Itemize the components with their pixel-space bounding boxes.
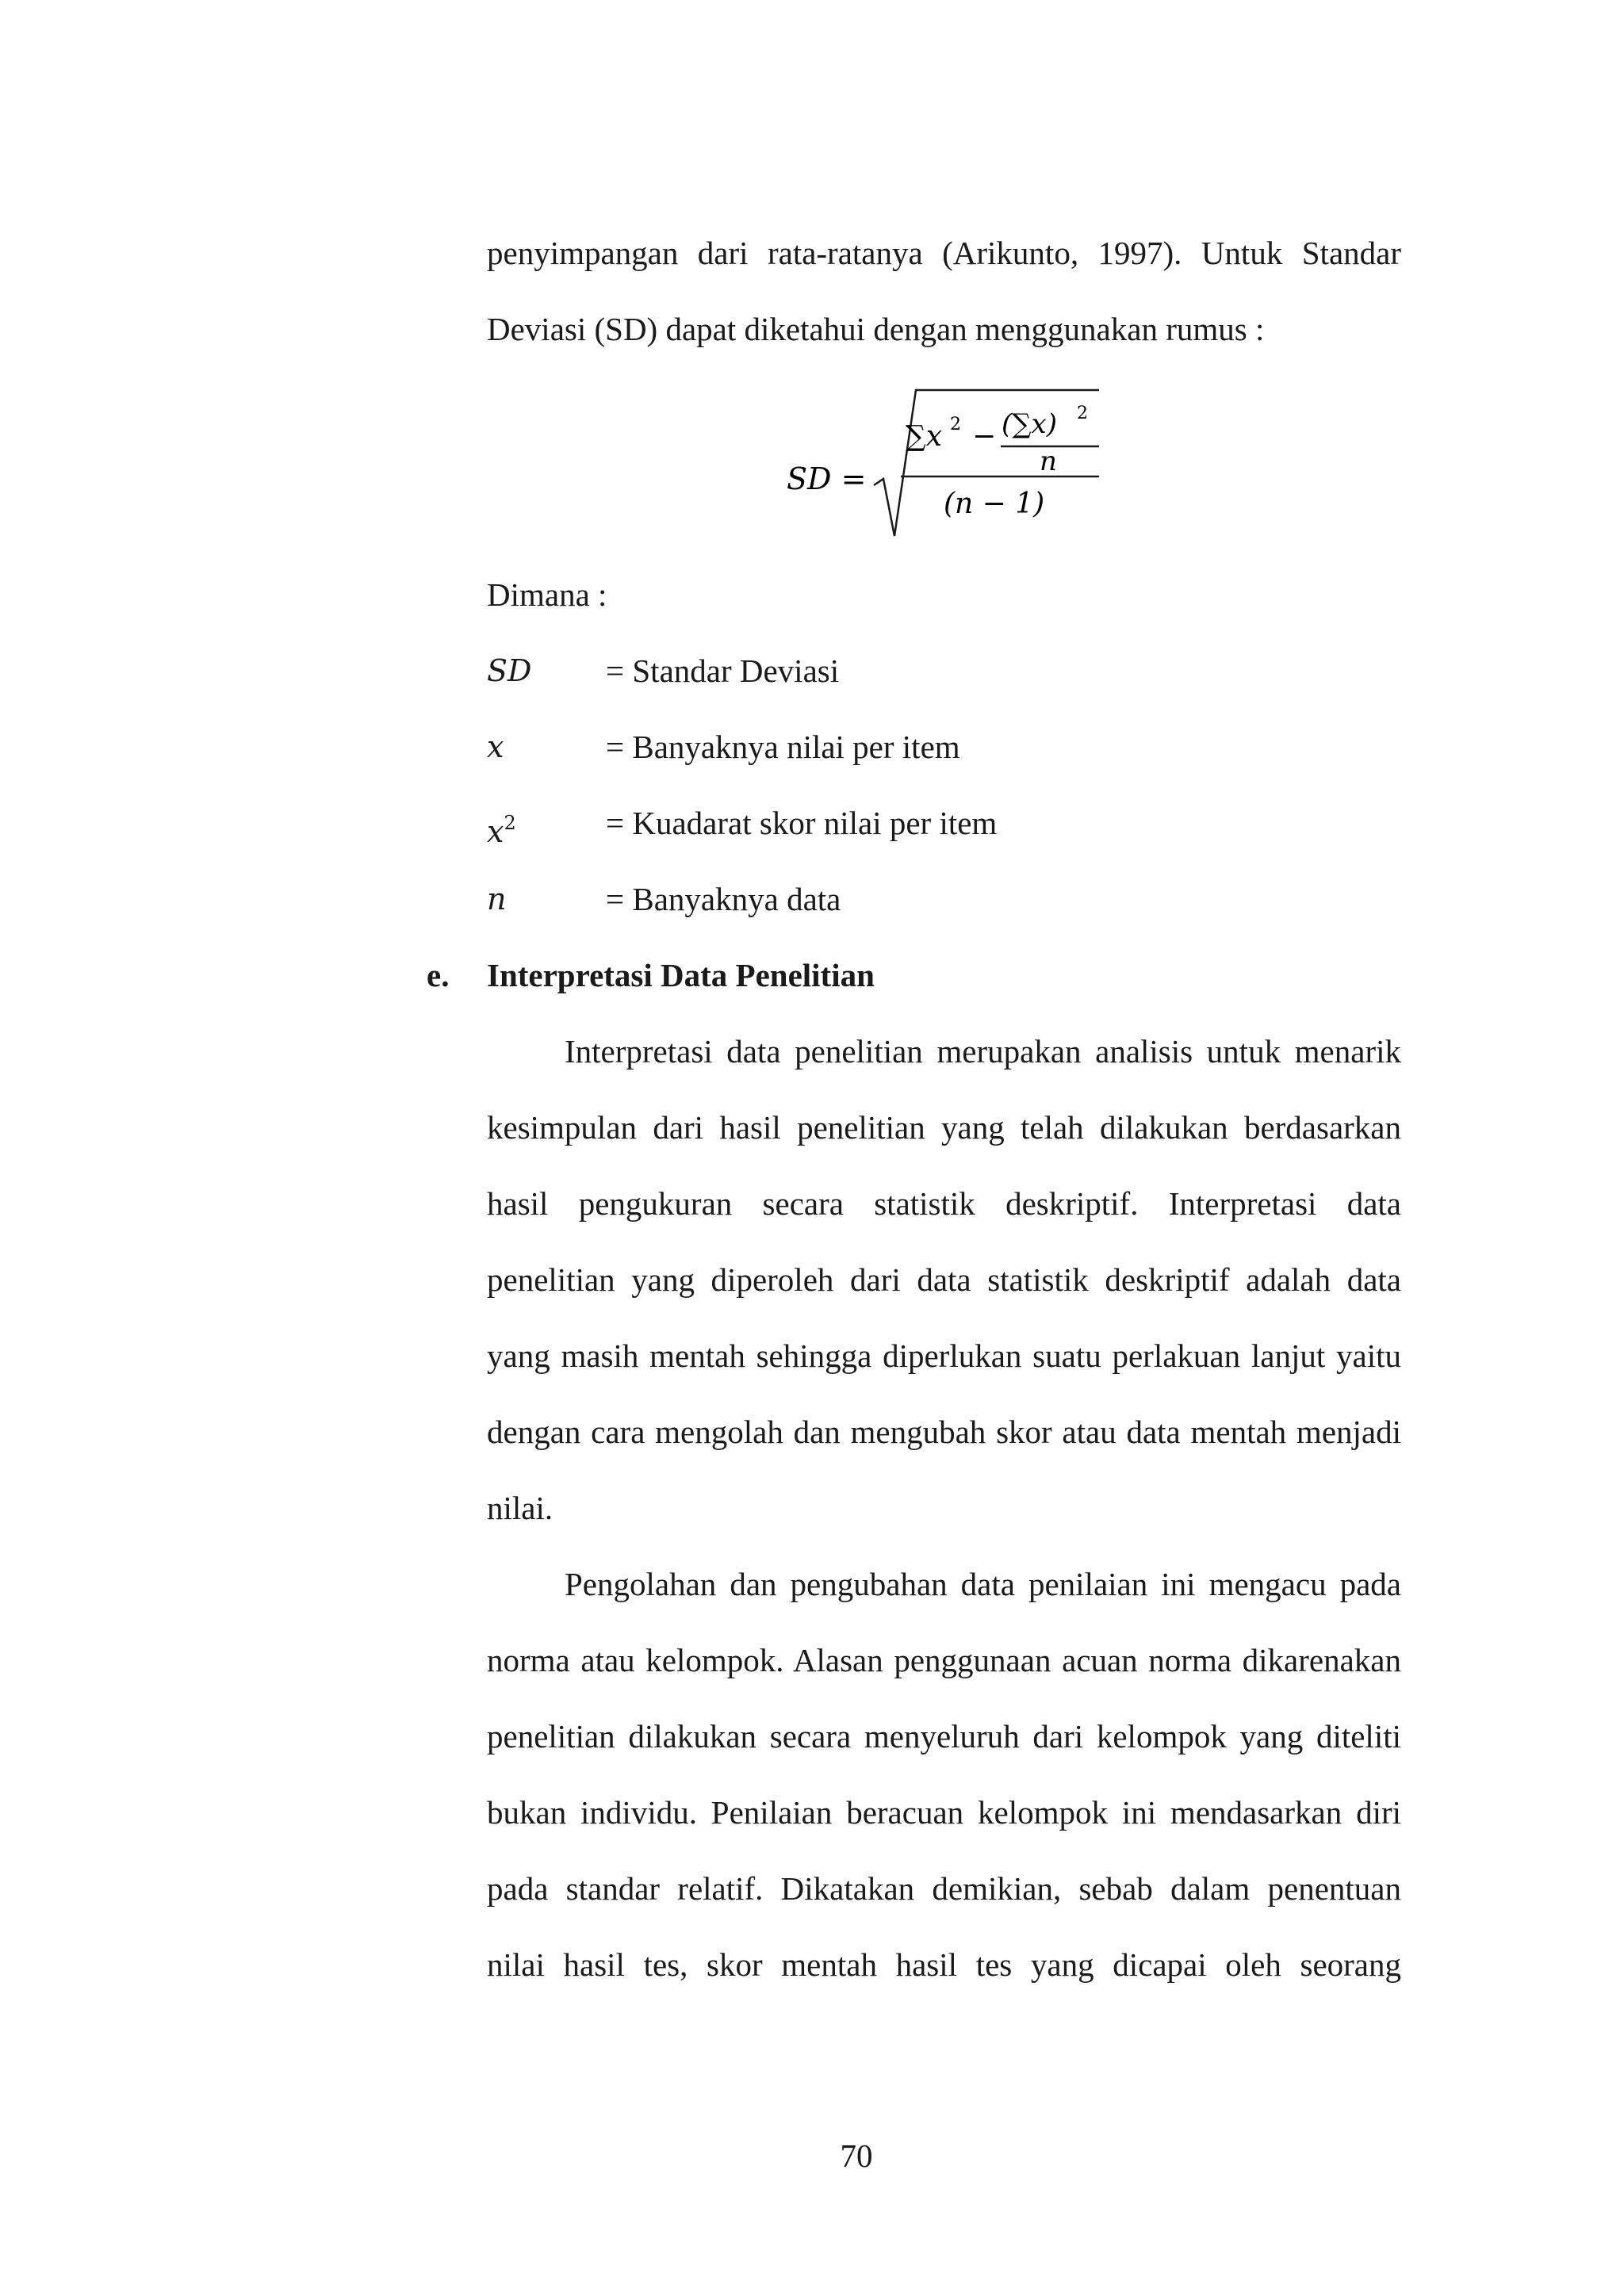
para2-line-6: nilai hasil tes, skor mentah hasil tes yang dicapai oleh seorang [487,1946,1401,1983]
para2-line-4: bukan individu. Penilaian beracuan kelompok ini mendasarkan diri [487,1794,1401,1831]
formula-sum-x2: ∑x [906,420,943,453]
para2-line-5: pada standar relatif. Dikatakan demikian, sebab dalam penentuan [487,1870,1401,1907]
def-text-n: = Banyaknya data [606,881,841,917]
para1-line-2: kesimpulan dari hasil penelitian yang telah dilakukan berdasarkan [487,1109,1401,1146]
para2-line-2: norma atau kelompok. Alasan penggunaan acuan norma dikarenakan [487,1642,1401,1678]
formula-minus: − [972,420,997,453]
section-marker: e. [427,957,450,993]
para1-line-3: hasil pengukuran secara statistik deskriptif. Interpretasi data [487,1185,1401,1222]
formula-denominator: (n − 1) [944,488,1045,520]
def-symbol-n: n [487,882,507,916]
para1-line-7: nilai. [487,1490,553,1526]
def-text-sd: = Standar Deviasi [606,652,840,689]
intro-line-1: penyimpangan dari rata-ratanya (Arikunto, 1997). Untuk Standar [487,235,1401,271]
formula-sup-2: 2 [950,415,961,434]
formula-sum-x-paren: (∑x) [1002,408,1057,440]
formula-sup-2b: 2 [1077,404,1088,423]
def-symbol-x: x [487,729,504,764]
page-number: 70 [840,2137,873,2174]
para1-line-6: dengan cara mengolah dan mengubah skor atau data mentah menjadi [487,1414,1401,1450]
def-symbol-sd: SD [487,653,532,688]
def-text-x2: = Kuadarat skor nilai per item [606,805,998,841]
formula-lhs: SD = [787,461,867,496]
def-text-x: = Banyaknya nilai per item [606,729,960,765]
para2-line-3: penelitian dilakukan secara menyeluruh dari kelompok yang diteliti [487,1718,1401,1755]
section-title: Interpretasi Data Penelitian [487,957,875,993]
def-symbol-x2: $x^2$ [487,812,516,849]
para1-line-4: penelitian yang diperoleh dari data statistik deskriptif adalah data [487,1261,1401,1298]
para1-line-1: Interpretasi data penelitian merupakan analisis untuk menarik [565,1033,1401,1070]
formula-n: n [1040,446,1057,477]
intro-line-2: Deviasi (SD) dapat diketahui dengan menggunakan rumus : [487,311,1265,347]
sd-formula [785,381,1118,547]
para1-line-5: yang masih mentah sehingga diperlukan suatu perlakuan lanjut yaitu [487,1337,1401,1374]
para2-line-1: Pengolahan dan pengubahan data penilaian ini mengacu pada [565,1566,1401,1602]
dimana-label: Dimana : [487,576,607,613]
